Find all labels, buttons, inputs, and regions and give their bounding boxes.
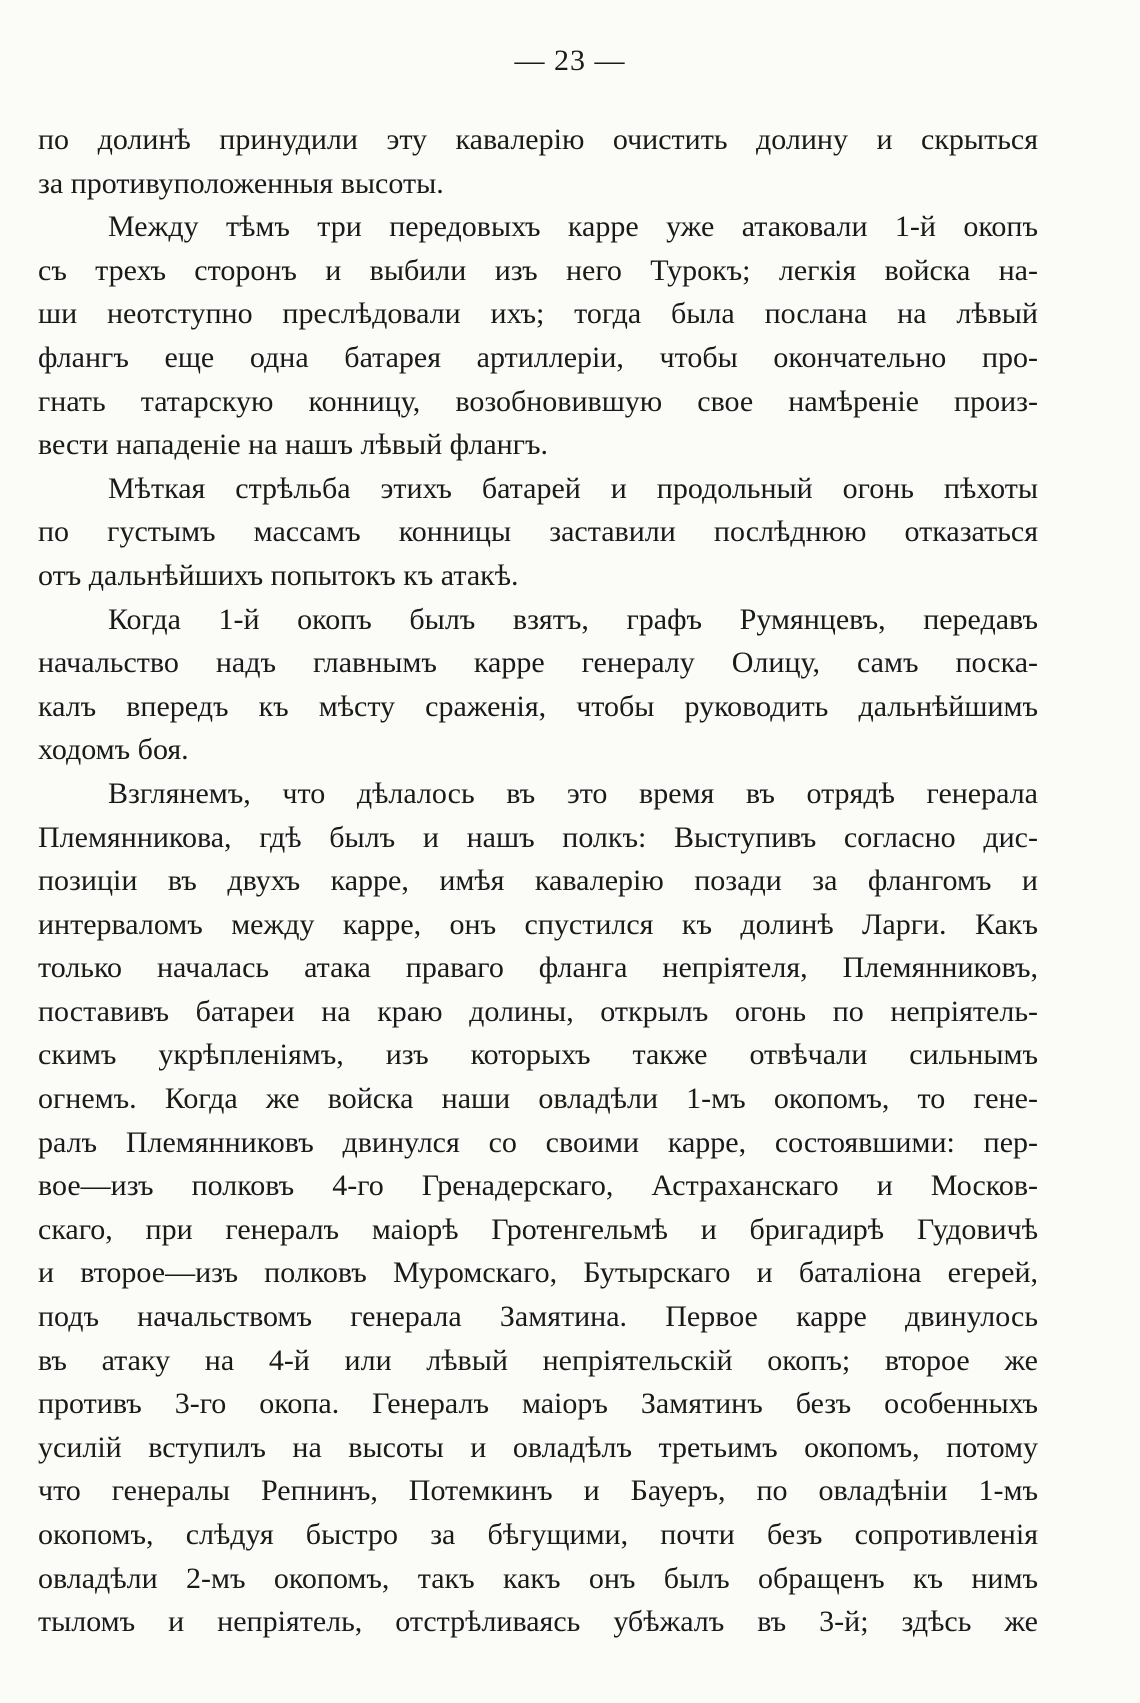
- text-line: противъ 3-го окопа. Генералъ маіоръ Замятинъ безъ особенныхъ: [38, 1387, 1038, 1421]
- text-line: только началась атака праваго фланга непріятеля, Племянниковъ,: [38, 951, 1038, 985]
- text-line: флангъ еще одна батарея артиллеріи, чтобы окончательно про-: [38, 340, 1038, 374]
- text-line: Когда 1-й окопъ былъ взятъ, графъ Румянцевъ, передавъ: [108, 602, 1038, 636]
- text-line: Между тѣмъ три передовыхъ карре уже атаковали 1-й окопъ: [108, 210, 1038, 244]
- text-line: за противуположенныя высоты.: [38, 166, 444, 200]
- text-line: по долинѣ принудили эту кавалерію очистить долину и скрыться: [38, 123, 1038, 156]
- text-line: съ трехъ сторонъ и выбили изъ него Турокъ; легкія войска на-: [38, 253, 1038, 287]
- text-line: Мѣткая стрѣльба этихъ батарей и продольный огонь пѣхоты: [108, 471, 1038, 505]
- text-line: отъ дальнѣйшихъ попытокъ къ атакѣ.: [38, 558, 519, 592]
- text-line: окопомъ, слѣдуя быстро за бѣгущими, почти безъ сопротивленія: [38, 1518, 1038, 1551]
- page-number: — 23 —: [514, 44, 626, 77]
- text-line: вое—изъ полковъ 4-го Гренадерскаго, Астраханскаго и Москов-: [38, 1169, 1038, 1203]
- text-line: тыломъ и непріятель, отстрѣливаясь убѣжалъ въ 3-й; здѣсь же: [38, 1605, 1038, 1639]
- text-line: ралъ Племянниковъ двинулся со своими карре, состоявшими: пер-: [38, 1125, 1038, 1159]
- text-line: Взглянемъ, что дѣлалось въ это время въ отрядѣ генерала: [108, 776, 1038, 810]
- text-line: въ атаку на 4-й или лѣвый непріятельскій окопъ; второе же: [38, 1343, 1038, 1377]
- text-line: интерваломъ между карре, онъ спустился къ долинѣ Ларги. Какъ: [38, 907, 1038, 941]
- text-line: ходомъ боя.: [38, 733, 189, 767]
- text-line: скаго, при генералъ маіорѣ Гротенгельмѣ и бригадирѣ Гудовичѣ: [38, 1212, 1038, 1246]
- text-line: по густымъ массамъ конницы заставили послѣднюю отказаться: [38, 515, 1038, 549]
- text-line: позиціи въ двухъ карре, имѣя кавалерію позади за флангомъ и: [38, 864, 1038, 898]
- text-line: начальство надъ главнымъ карре генералу Олицу, самъ поска-: [38, 646, 1038, 680]
- text-line: калъ впередъ къ мѣсту сраженія, чтобы руководить дальнѣйшимъ: [38, 689, 1038, 723]
- body-text: [38, 118, 1038, 1644]
- text-line: гнать татарскую конницу, возобновившую свое намѣреніе произ-: [38, 384, 1038, 418]
- text-line: что генералы Репнинъ, Потемкинъ и Бауеръ, по овладѣніи 1-мъ: [38, 1474, 1038, 1508]
- text-line: Племянникова, гдѣ былъ и нашъ полкъ: Выступивъ согласно дис-: [38, 820, 1038, 854]
- text-line: скимъ укрѣпленіямъ, изъ которыхъ также отвѣчали сильнымъ: [38, 1038, 1038, 1072]
- text-line: поставивъ батареи на краю долины, открылъ огонь по непріятель-: [38, 994, 1038, 1028]
- text-line: ши неотступно преслѣдовали ихъ; тогда была послана на лѣвый: [38, 297, 1038, 331]
- text-line: подъ начальствомъ генерала Замятина. Первое карре двинулось: [38, 1300, 1038, 1334]
- text-line: вести нападеніе на нашъ лѣвый флангъ.: [38, 428, 548, 462]
- text-line: усилій вступилъ на высоты и овладѣлъ третьимъ окопомъ, потому: [38, 1430, 1038, 1464]
- text-line: овладѣли 2-мъ окопомъ, такъ какъ онъ былъ обращенъ къ нимъ: [38, 1561, 1038, 1595]
- text-line: огнемъ. Когда же войска наши овладѣли 1-мъ окопомъ, то гене-: [38, 1082, 1038, 1116]
- text-line: и второе—изъ полковъ Муромскаго, Бутырскаго и баталіона егерей,: [38, 1256, 1038, 1290]
